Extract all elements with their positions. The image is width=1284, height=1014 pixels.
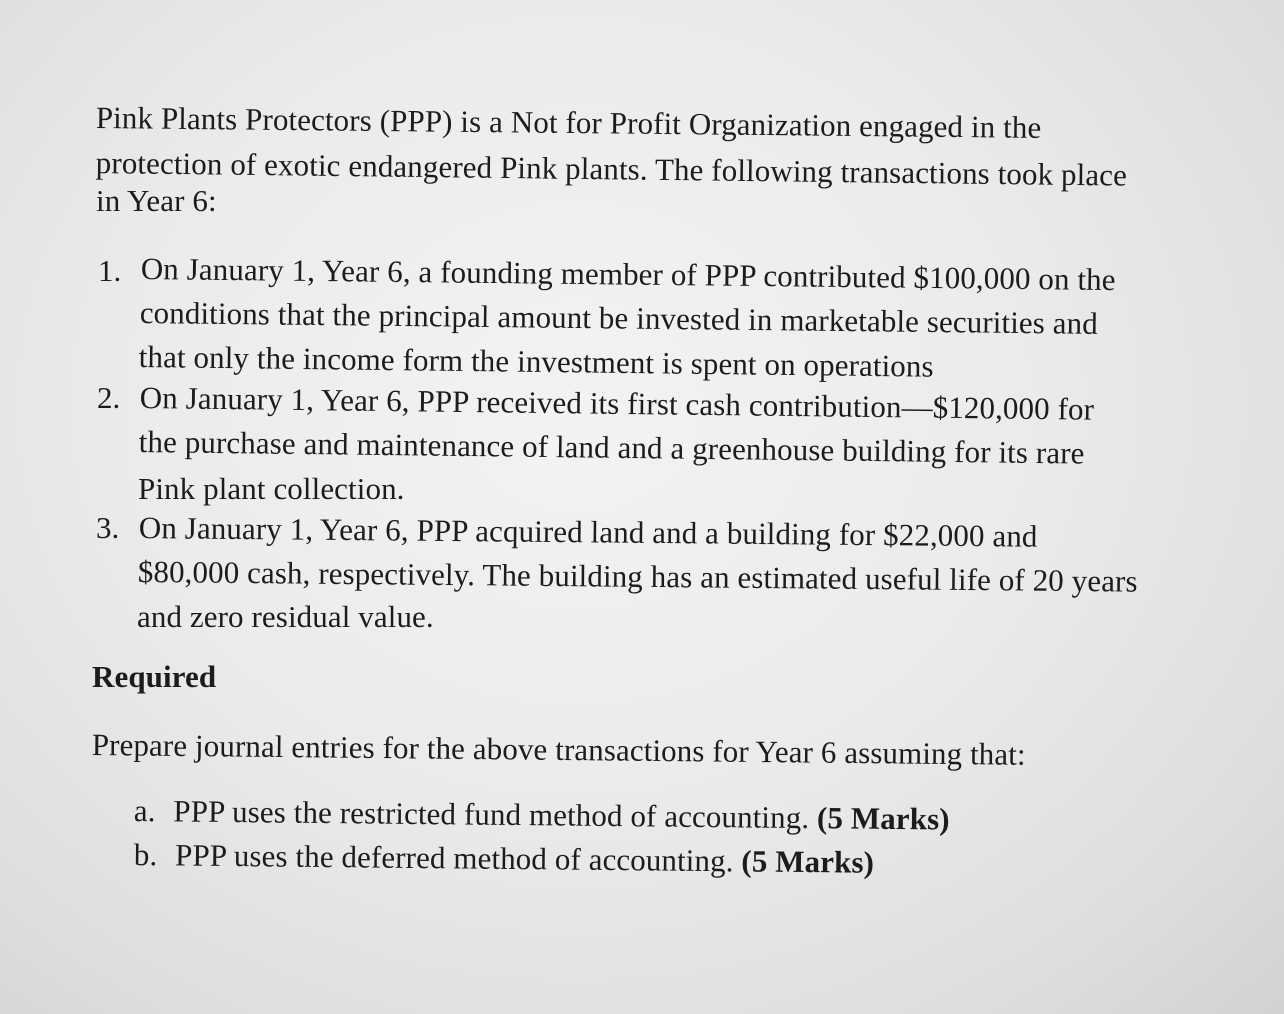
transaction-number: 1. xyxy=(98,253,122,288)
part-marks: (5 Marks) xyxy=(741,843,875,880)
transaction-line: Pink plant collection. xyxy=(138,471,405,506)
required-instruction: Prepare journal entries for the above transactions for Year 6 assuming that: xyxy=(91,727,1026,772)
intro-line-1: Pink Plants Protectors (PPP) is a Not for Profit Organization engaged in the xyxy=(95,100,1042,145)
transaction-number: 3. xyxy=(96,510,120,545)
transaction-line: the purchase and maintenance of land and a greenhouse building for its rare xyxy=(138,424,1085,471)
part-letter: b. xyxy=(133,837,158,873)
transaction-line: On January 1, Year 6, PPP acquired land and a building for $22,000 and xyxy=(138,510,1038,554)
transaction-number: 2. xyxy=(97,380,121,415)
transaction-line: $80,000 cash, respectively. The building has an estimated useful life of 20 years xyxy=(137,554,1138,599)
part-text: PPP uses the restricted fund method of accounting. xyxy=(173,793,810,836)
transaction-line: that only the income form the investment is spent on operations xyxy=(138,339,934,384)
part-letter: a. xyxy=(133,793,156,829)
part-text: PPP uses the deferred method of accounting. xyxy=(174,837,734,879)
transaction-line: conditions that the principal amount be invested in marketable securities and xyxy=(139,295,1099,341)
transaction-line: On January 1, Year 6, a founding member of PPP contributed $100,000 on the xyxy=(140,251,1116,298)
transaction-line: and zero residual value. xyxy=(137,599,434,634)
intro-line-3: in Year 6: xyxy=(96,183,217,218)
transaction-line: On January 1, Year 6, PPP received its first cash contribution—$120,000 for xyxy=(139,380,1095,427)
intro-line-2: protection of exotic endangered Pink plants. The following transactions took place xyxy=(95,145,1128,193)
required-heading: Required xyxy=(92,659,217,694)
required-part-a xyxy=(134,794,950,837)
part-marks: (5 Marks) xyxy=(816,800,950,837)
required-part-b xyxy=(134,838,875,880)
